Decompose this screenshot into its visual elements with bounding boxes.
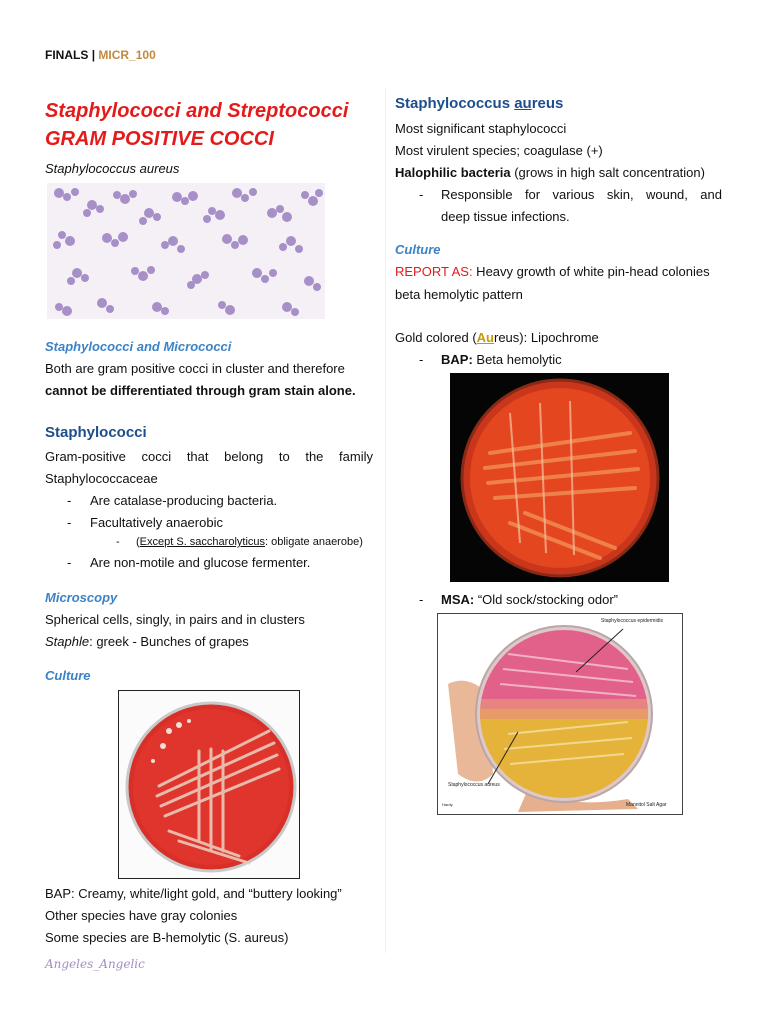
- bap-culture-photo: [118, 690, 300, 879]
- micrococci-line-1: Both are gram positive cocci in cluster and therefore: [45, 361, 345, 376]
- halophilic-rest: (grows in high salt concentration): [510, 165, 705, 180]
- msa-corner-left: Hardy: [442, 802, 453, 807]
- halophilic-bold: Halophilic bacteria: [395, 165, 511, 180]
- bullet-catalase: Are catalase-producing bacteria.: [90, 493, 278, 508]
- micrococci-heading: Staphylococci and Micrococci: [45, 339, 232, 354]
- gold-au: Au: [476, 330, 494, 345]
- bap-plate-svg: [119, 691, 299, 878]
- msa-culture-photo: [437, 613, 683, 815]
- finals-label: FINALS: [45, 48, 89, 62]
- bullet-dash: -: [419, 352, 424, 367]
- page-title: Staphylococci and Streptococci: [45, 100, 349, 122]
- header-separator: |: [91, 48, 96, 62]
- microscopy-line-2: [45, 631, 249, 653]
- staphylococci-def-line-1: Gram-positive cocci that belong to the family: [45, 449, 373, 464]
- bap-beta-hemolytic-photo: [450, 373, 669, 582]
- msa-label: MSA:: [441, 592, 475, 607]
- gold-colored-line: [395, 327, 599, 349]
- sub-bullet-rest: : obligate anaerobe): [265, 536, 363, 548]
- bap-beta-line: [441, 349, 562, 371]
- s-aureus-line-2: Most virulent species; coagulase (+): [395, 143, 603, 158]
- bullet-dash: -: [67, 555, 72, 570]
- msa-label-top: Staphylococcus epidermidis: [601, 618, 663, 624]
- report-label: REPORT AS:: [395, 264, 473, 279]
- sub-bullet-open: (: [136, 536, 140, 548]
- gold-post: reus): Lipochrome: [494, 330, 599, 345]
- msa-text: “Old sock/stocking odor”: [474, 592, 618, 607]
- beta-plate-svg: [450, 373, 669, 582]
- msa-label-bottom: Staphylococcus aureus: [448, 782, 500, 788]
- microscopy-term: Staphle: [45, 634, 90, 649]
- responsible-line-1: Responsible for various skin, wound, and: [441, 187, 722, 202]
- microscopy-line-2-rest: : greek - Bunches of grapes: [89, 634, 249, 649]
- micrograph-svg: [47, 183, 325, 319]
- bap-description: BAP: Creamy, white/light gold, and “buttery looking”: [45, 886, 342, 901]
- halophilic-line: [395, 162, 705, 184]
- microscopy-line-1: Spherical cells, singly, in pairs and in clusters: [45, 612, 305, 627]
- bullet-anaerobic: Facultatively anaerobic: [90, 515, 223, 530]
- gold-pre: Gold colored (: [395, 330, 477, 345]
- sub-bullet-dash: -: [116, 536, 120, 548]
- heading-au: au: [514, 95, 532, 112]
- responsible-line-2: deep tissue infections.: [441, 209, 570, 224]
- microscopy-heading: Microscopy: [45, 590, 118, 605]
- course-code: MICR_100: [98, 48, 156, 62]
- s-aureus-heading: [395, 95, 563, 112]
- bullet-dash: -: [419, 592, 424, 607]
- report-line-2: beta hemolytic pattern: [395, 287, 523, 302]
- staphylococci-heading: Staphylococci: [45, 424, 147, 441]
- page-subtitle: GRAM POSITIVE COCCI: [45, 128, 274, 150]
- author-signature: Angeles_Angelic: [45, 957, 145, 971]
- culture-heading-left: Culture: [45, 668, 91, 683]
- msa-line: [441, 589, 618, 611]
- some-species-line: Some species are B-hemolytic (S. aureus): [45, 930, 289, 945]
- bullet-nonmotile: Are non-motile and glucose fermenter.: [90, 555, 311, 570]
- organism-name: Staphylococcus aureus: [45, 161, 180, 176]
- culture-heading-right: Culture: [395, 242, 441, 257]
- bap-label: BAP:: [441, 352, 473, 367]
- column-divider: [385, 88, 386, 953]
- staphylococci-def-line-2: Staphylococcaceae: [45, 471, 158, 486]
- sub-bullet-except: [136, 532, 363, 552]
- page-header: [45, 48, 156, 62]
- heading-pre: Staphylococcus: [395, 95, 515, 112]
- report-text: Heavy growth of white pin-head colonies: [472, 264, 710, 279]
- micrococci-line-2: cannot be differentiated through gram stain alone.: [45, 383, 356, 398]
- bap-text: Beta hemolytic: [472, 352, 562, 367]
- bullet-dash: -: [419, 187, 424, 202]
- except-species: Except S. saccharolyticus: [139, 536, 266, 548]
- other-species-line: Other species have gray colonies: [45, 908, 238, 923]
- bullet-dash: -: [67, 493, 72, 508]
- gram-stain-micrograph: [47, 183, 325, 319]
- s-aureus-line-1: Most significant staphylococci: [395, 121, 567, 136]
- bullet-dash: -: [67, 515, 72, 530]
- msa-corner-right: Mannitol Salt Agar: [626, 802, 667, 808]
- heading-post: reus: [531, 95, 564, 112]
- report-as-line: [395, 261, 710, 283]
